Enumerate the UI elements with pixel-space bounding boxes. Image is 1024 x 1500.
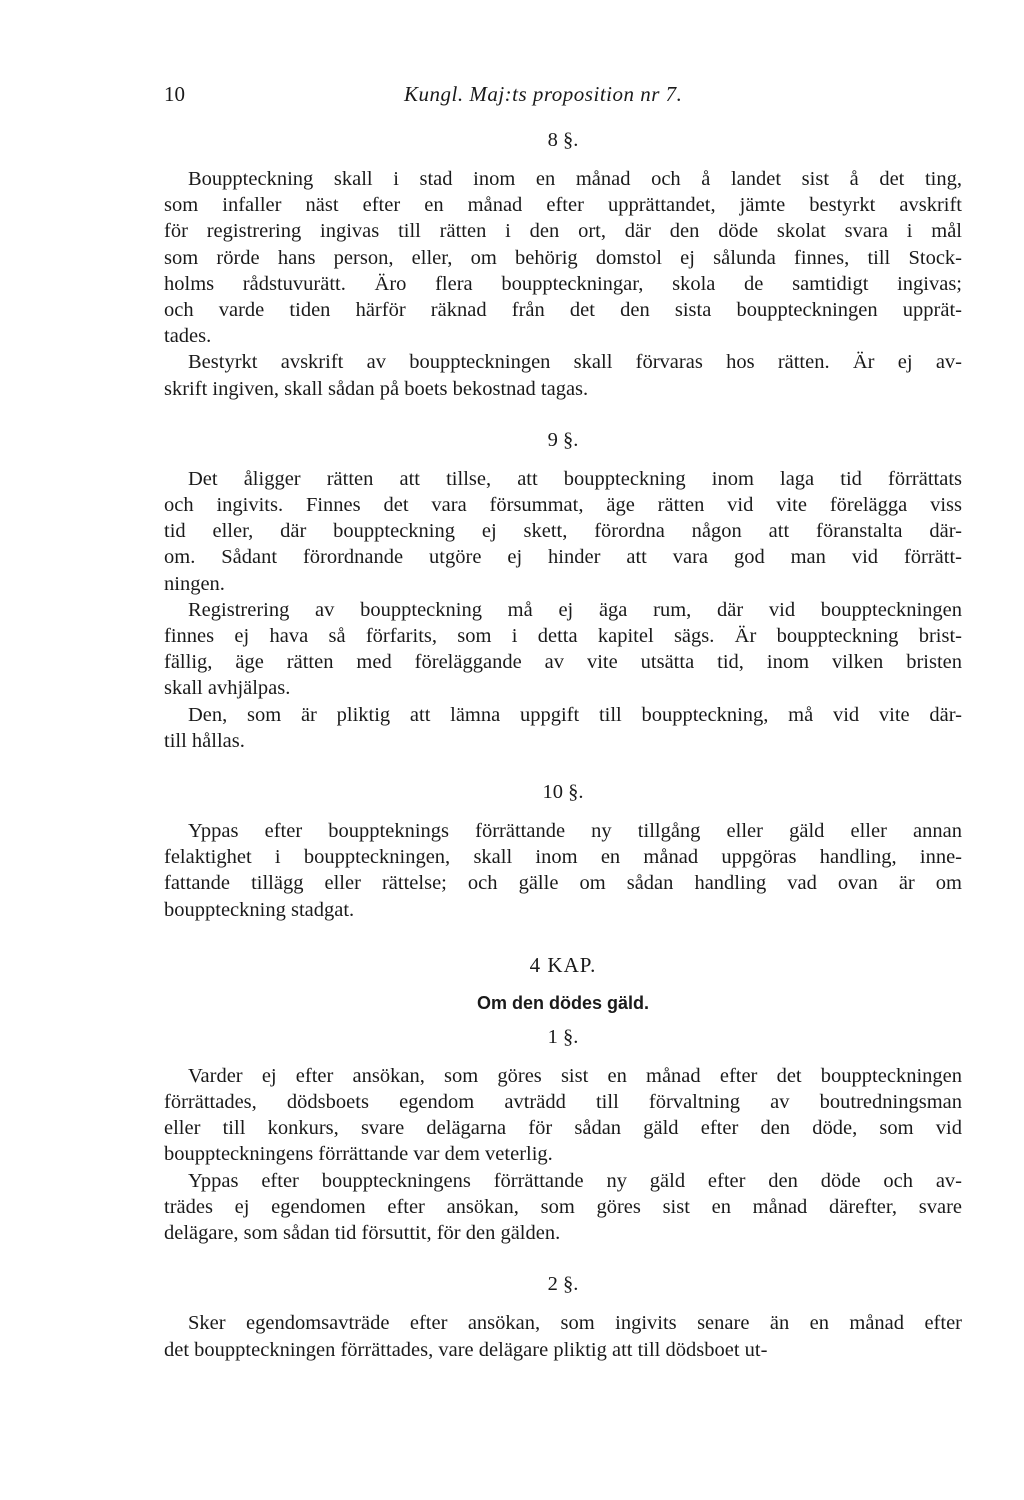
text-line: finnes ej hava så förfarits, som i detta kapitel sägs. Är bouppteckning brist-: [164, 625, 962, 648]
text-line: Den, som är pliktig att lämna uppgift till bouppteckning, må vid vite där-: [188, 703, 962, 726]
text-line: Registrering av bouppteckning må ej äga rum, där vid bouppteckningen: [188, 598, 962, 621]
section-heading: 8 §.: [547, 129, 579, 151]
section-heading: 9 §.: [547, 428, 579, 451]
text-line: holms rådstuvurätt. Äro flera bouppteckningar, skola de samtidigt ingivas;: [164, 272, 962, 295]
text-line: skrift ingiven, skall sådan på boets bekostnad tagas.: [164, 377, 589, 400]
text-line: Varder ej efter ansökan, som göres sist en månad efter det bouppteckningen: [188, 1064, 962, 1087]
text-line: bouppteckning stadgat.: [164, 898, 355, 921]
text-line: det bouppteckningen förrättades, vare delägare pliktig att till dödsboet ut-: [164, 1338, 768, 1361]
paragraph: [164, 1063, 962, 1168]
running-title: Kungl. Maj:ts proposition nr 7.: [404, 82, 683, 106]
chapter-title: 4 KAP.: [529, 952, 597, 977]
text-line: skall avhjälpas.: [164, 677, 291, 700]
text-line: fällig, äge rätten med föreläggande av vite utsätta tid, inom vilken bristen: [164, 651, 962, 674]
text-line: Yppas efter bouppteknings förrättande ny tillgång eller gäld eller annan: [188, 820, 962, 843]
text-line: Bouppteckning skall i stad inom en månad och å landet sist å det ting,: [188, 168, 962, 190]
text-line: och ingivits. Finnes det vara försummat, äge rätten vid vite förelägga viss: [164, 494, 962, 517]
text-line: som infaller näst efter en månad efter upprättandet, jämte bestyrkt avskrift: [164, 194, 962, 217]
text-line: Bestyrkt avskrift av bouppteckningen skall förvaras hos rätten. Är ej av-: [188, 351, 962, 374]
text-line: Det åligger rätten att tillse, att bouppteckning inom laga tid förrättats: [188, 467, 962, 490]
text-line: trädes ej egendomen efter ansökan, som göres sist en månad därefter, svare: [164, 1195, 962, 1218]
text-line: Yppas efter bouppteckningens förrättande ny gäld efter den döde och av-: [188, 1169, 962, 1192]
text-line: Sker egendomsavträde efter ansökan, som ingivits senare än en månad efter: [188, 1312, 962, 1335]
paragraph: [164, 597, 962, 702]
text-line: och varde tiden härför räknad från det den sista bouppteckningen upprät-: [164, 299, 962, 322]
page-header: [0, 82, 1024, 112]
page-number: 10: [164, 82, 185, 106]
section-heading: 1 §.: [547, 1025, 579, 1048]
paragraph: [164, 702, 962, 754]
text-line: för registrering ingivas till rätten i den ort, där den döde skolat svara i mål: [164, 220, 962, 243]
paragraph: [164, 1168, 962, 1247]
text-line: som rörde hans person, eller, om behörig domstol ej sålunda finnes, till Stock-: [164, 246, 962, 269]
text-line: fattande tillägg eller rättelse; och gälle om sådan handling vad ovan är om: [164, 872, 962, 895]
section-heading: 10 §.: [542, 781, 584, 804]
text-line: om. Sådant förordnande utgöre ej hinder att vara god man vid förrätt-: [164, 546, 962, 569]
text-line: ningen.: [164, 572, 225, 595]
text-line: bouppteckningens förrättande var dem veterlig.: [164, 1143, 553, 1166]
paragraph: [164, 466, 962, 597]
text-line: till hållas.: [164, 729, 245, 752]
text-line: tid eller, där bouppteckning ej skett, förordna någon att föranstalta där-: [164, 520, 962, 543]
paragraph: [164, 166, 962, 349]
paragraph: [164, 1310, 962, 1362]
text-line: tades.: [164, 325, 212, 348]
paragraph: [164, 349, 962, 401]
chapter-subtitle: Om den dödes gäld.: [476, 992, 650, 1013]
section-heading: 2 §.: [547, 1273, 579, 1296]
text-line: eller till konkurs, svare delägarna för sådan gäld efter den döde, som vid: [164, 1117, 962, 1140]
text-line: felaktighet i bouppteckningen, skall inom en månad uppgöras handling, inne-: [164, 846, 962, 869]
text-line: förrättades, dödsboets egendom avträdd till förvaltning av boutredningsman: [164, 1091, 962, 1114]
body-text: [164, 124, 962, 1363]
paragraph: [164, 818, 962, 923]
text-line: delägare, som sådan tid försuttit, för den gälden.: [164, 1222, 561, 1245]
